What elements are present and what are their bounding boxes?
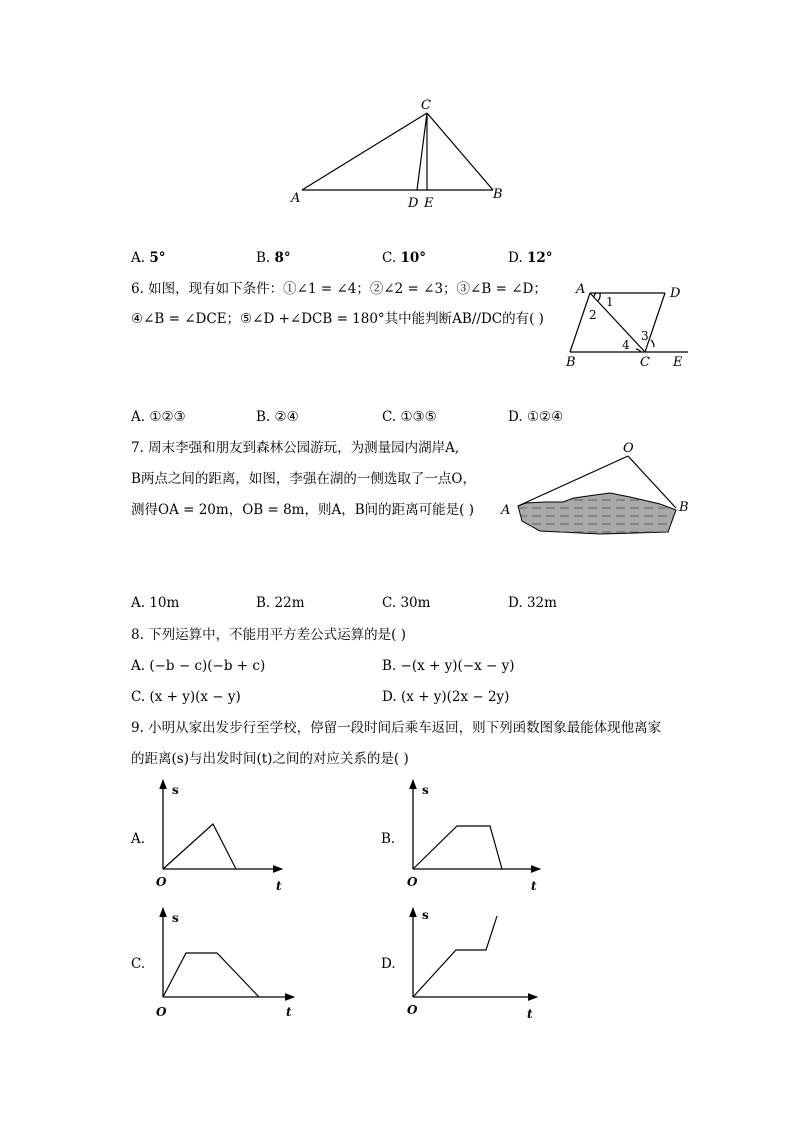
angle-label-1: 1 — [606, 295, 614, 309]
graph-b-ylabel: s — [422, 783, 429, 797]
q6-option-c[interactable]: C. ①③⑤ — [382, 409, 437, 425]
q7-stem-line-2: B两点之间的距离，如图，李强在湖的一侧选取了一点O， — [131, 471, 476, 487]
q7-option-a[interactable]: A. 10m — [131, 595, 180, 611]
q6-option-d[interactable]: D. ①②④ — [508, 409, 564, 425]
label-A: A — [501, 503, 511, 518]
graph-d[interactable] — [381, 908, 533, 1021]
q5-option-d[interactable]: D. 12° — [508, 250, 553, 266]
graph-d-xlabel: t — [527, 1007, 533, 1021]
q5-option-c[interactable]: C. 10° — [382, 250, 426, 266]
label-B: B — [566, 355, 576, 370]
graph-a[interactable] — [130, 783, 282, 893]
q7-stem-line-1: 7. 周末李强和朋友到森林公园游玩，为测量园内湖岸A, — [131, 440, 460, 456]
q5-option-a[interactable]: A. 5° — [131, 250, 166, 266]
label-A: A — [291, 191, 301, 206]
q6-stem-line-2: ④∠B = ∠DCE；⑤∠D +∠DCB = 180°其中能判断AB//DC的有( ) — [131, 311, 544, 327]
label-C: C — [640, 355, 650, 370]
q8-option-d[interactable]: D. (x + y)(2x − 2y) — [382, 689, 510, 705]
graph-d-letter: D. — [381, 956, 396, 972]
q6-option-a[interactable]: A. ①②③ — [131, 409, 186, 425]
graph-b-letter: B. — [381, 831, 396, 847]
graph-c-xlabel: t — [286, 1005, 292, 1019]
q6-option-b[interactable]: B. ②④ — [256, 409, 299, 425]
label-E: E — [424, 196, 434, 211]
graph-c-letter: C. — [131, 956, 146, 972]
graph-a-origin: O — [156, 875, 167, 889]
label-C: C — [421, 98, 431, 113]
q7-option-c[interactable]: C. 30m — [382, 595, 431, 611]
graph-a-xlabel: t — [276, 879, 282, 893]
q7-option-b[interactable]: B. 22m — [256, 595, 305, 611]
q7-option-d[interactable]: D. 32m — [508, 595, 557, 611]
q9-stem-line-1: 9. 小明从家出发步行至学校，停留一段时间后乘车返回，则下列函数图象最能体现他离家 — [131, 720, 662, 736]
graph-b-xlabel: t — [531, 879, 537, 893]
angle-label-3: 3 — [641, 329, 649, 343]
q6-stem-line-1: 6. 如图，现有如下条件：①∠1 = ∠4；②∠2 = ∠3；③∠B = ∠D； — [131, 281, 547, 297]
q7-stem-line-3: 测得OA = 20m，OB = 8m，则A，B间的距离可能是( ) — [131, 502, 474, 518]
q5-option-b[interactable]: B. 8° — [256, 250, 291, 266]
label-O: O — [623, 441, 634, 456]
graph-c-ylabel: s — [172, 911, 179, 925]
graph-a-ylabel: s — [172, 783, 179, 797]
graph-b-origin: O — [407, 875, 418, 889]
label-B: B — [493, 187, 503, 202]
label-D: D — [408, 196, 419, 211]
graph-c-origin: O — [156, 1005, 167, 1019]
angle-label-4: 4 — [622, 338, 630, 352]
graph-d-origin: O — [407, 1003, 418, 1017]
graph-b[interactable] — [381, 783, 537, 893]
label-B: B — [679, 500, 689, 515]
label-A: A — [576, 282, 586, 297]
q8-stem: 8. 下列运算中，不能用平方差公式运算的是( ) — [131, 627, 406, 643]
label-E: E — [673, 355, 683, 370]
label-D: D — [670, 286, 681, 301]
graph-a-letter: A. — [131, 831, 146, 847]
graph-c[interactable] — [131, 911, 292, 1019]
q8-option-b[interactable]: B. −(x + y)(−x − y) — [382, 658, 515, 674]
angle-label-2: 2 — [589, 308, 597, 322]
q9-stem-line-2: 的距离(s)与出发时间(t)之间的对应关系的是( ) — [131, 751, 409, 767]
q8-option-c[interactable]: C. (x + y)(x − y) — [131, 689, 241, 705]
q8-option-a[interactable]: A. (−b − c)(−b + c) — [131, 658, 266, 674]
graph-d-ylabel: s — [422, 908, 429, 922]
